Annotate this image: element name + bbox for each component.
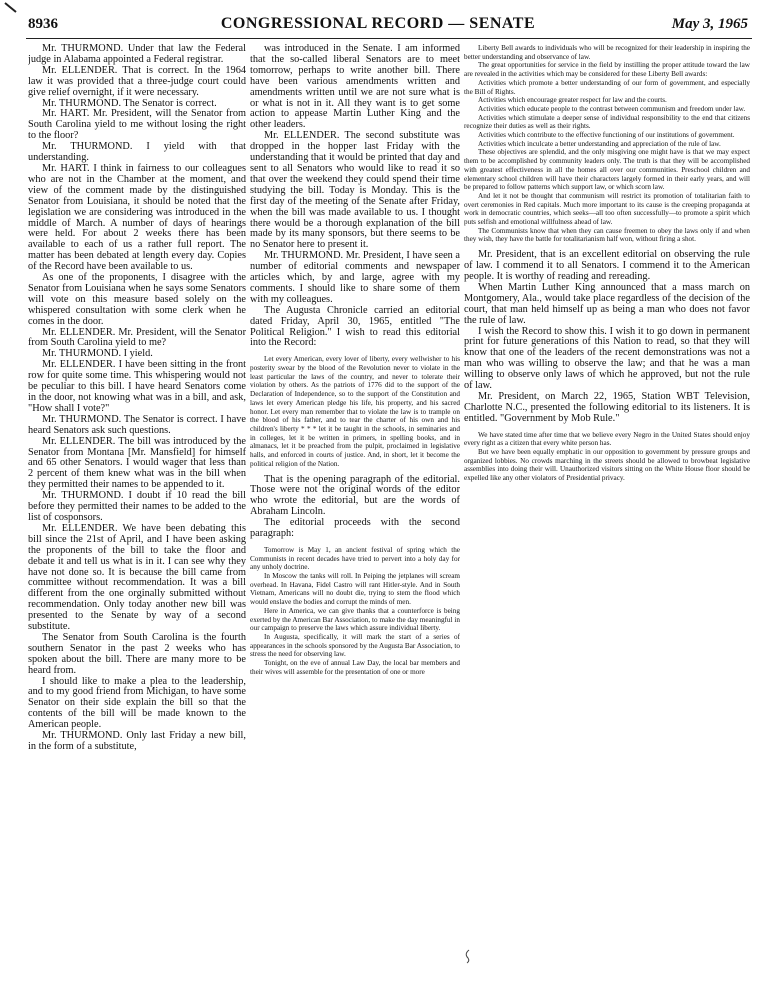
paragraph: Mr. THURMOND. I yield with that understanding. — [28, 141, 246, 164]
stray-mark-icon — [462, 948, 472, 964]
col2-text-a — [250, 44, 460, 349]
paragraph: Mr. ELLENDER. The second substitute was dropped in the hopper last Friday with the understanding that it would be printed that day and sent to all Senators who would like to read it so that over the weekend they could spend their time studying the bill. Today is Monday. This is the first day of the meeting of the Senate after Friday, when the bill was made available to us. I thought there would be a thorough explanation of the bill made by its many sponsors, but there seems to be no Senator here to present it. — [250, 130, 460, 251]
quoted-paragraph: Activities which inculcate a better understanding and appreciation of the rule of law. — [478, 139, 721, 148]
paragraph: Mr. ELLENDER. I have been sitting in the front row for quite some time. This whispering would not be peculiar to this bill. I have heard Senators come in the door, not knowing what was in a bill, and ask, "How shall I vote?" — [28, 359, 246, 414]
paragraph: That is the opening paragraph of the editorial. Those were not the original words of the editor who wrote the editorial, but are the words of Abraham Lincoln. — [250, 473, 460, 518]
page-header — [8, 12, 748, 38]
paragraph: Mr. ELLENDER. Mr. President, will the Senator from South Carolina yield to me? — [28, 326, 246, 349]
quoted-paragraph: These objectives are splendid, and the only misgiving one might have is that we may expect them to be accomplished by community leaders only. The truth is that they will be accomplished with greatest effectiveness in all the homes all over our communities. Preschool children and elementary school children will have their characters largely formed in their early years, and will be prepared to follow patterns which support law, or which scorn law. — [464, 148, 750, 192]
quoted-paragraph: In Augusta, specifically, it will mark the start of a series of appearances in the schools sponsored by the Augusta Bar Association, to stress the need for observing law. — [250, 632, 460, 659]
quoted-paragraph: Activities which educate people to the contrast between communism and freedom under law. — [478, 104, 746, 113]
paragraph: Mr. ELLENDER. The bill was introduced by the Senator from Montana [Mr. Mansfield] for himself and 65 other Senators. I would wager that less than 2 percent of them knew what was in the bill when they permitted their names to be appended to it. — [28, 435, 246, 491]
quoted-paragraph: In Moscow the tanks will roll. In Peiping the jetplanes will scream overhead. In Havana, Fidel Castro will rant Hitler-style. And in South Vietnam, Americans will no doubt die, trying to stem the flood which would enslave the bodies and corrupt the minds of men. — [250, 572, 460, 607]
quoted-paragraph: Let every American, every lover of liberty, every wellwisher to his posterity swear by the blood of the Revolution never to violate in the least particular the laws of the country, and never to tolerate their violation by others. As the patriots of 1776 did to the support of the Declaration of Independence, so to the support of the Constitution and laws let every American pledge his life, his property, and his sacred honor. Let every man remember that to violate the law is to trample on the blood of his father, and to tear the charter of his own and his children's liberty * * * let it be taught in the schools, in seminaries and in colleges, let it be written in primers, in spelling books, and in almanacs, let it be preached from the pulpit, proclaimed in legislative halls, and enforced in courts of justice. And, in short, let it become the political religion of the Nation. — [250, 355, 460, 468]
paragraph: Mr. President, that is an excellent editorial on observing the rule of law. I commend it to all Senators. I commend it to the American people. It is worthy of reading and rereading. — [464, 249, 750, 282]
column-left — [28, 44, 246, 986]
editorial-quote-1 — [250, 355, 460, 468]
paragraph: Mr. THURMOND. I doubt if 10 read the bill before they permitted their names to be added to the list of cosponsors. — [28, 490, 246, 523]
col3-text-b — [464, 250, 750, 425]
paragraph: Mr. THURMOND. Under that law the Federal judge in Alabama appointed a Federal registrar. — [28, 44, 246, 65]
paragraph: As one of the proponents, I disagree with the Senator from Louisiana when he says some Senators will vote on this measure based solely on the whispered consultation with some clerk when he comes in the door. — [28, 272, 246, 327]
paragraph: was introduced in the Senate. I am informed that the so-called liberal Senators are to meet tomorrow, perhaps to write another bill. There have been various amendments written and amendments written until we are not sure what is or what is not in it. All they want is to get some action to appease Martin Luther King and the other leaders. — [250, 44, 460, 131]
quoted-paragraph: But we have been equally emphatic in our opposition to government by pressure groups and organized lobbies. No crowds marching in the streets should be allowed to browbeat legislative assemblies into doing their will. Unauthorized visitors sitting on the White House floor should be expelled like any other violators of Presidential privacy. — [464, 448, 750, 483]
column-middle — [250, 44, 460, 986]
quoted-paragraph: Activities which contribute to the effective functioning of our institutions of government. — [478, 131, 735, 140]
column-right — [464, 44, 750, 986]
quoted-paragraph: Tonight, on the eve of annual Law Day, the local bar members and their wives will assemble for the presentation of one or more — [250, 659, 460, 676]
paragraph: Mr. ELLENDER. We have been debating this bill since the 21st of April, and I have been asking the proponents of the bill to take the floor and debate it and tell us what is in it. I can see why they have not done so. It is because the bill came from committee without recommendation. It was a bill different from the one orginally submitted without recommendation. Only today another new bill was presented to the Senate by way of a second substitute. — [28, 522, 246, 633]
paragraph: The editorial proceeds with the second paragraph: — [250, 517, 460, 540]
quoted-paragraph: Tomorrow is May 1, an ancient festival of spring which the Communists in recent decades have tried to pervert into a holy day for any unholy doctrine. — [250, 545, 460, 572]
quoted-paragraph: We have stated time after time that we believe every Negro in the United States should enjoy every right as a citizen that every white person has. — [464, 430, 750, 448]
quoted-paragraph: Activities which stimulate a deeper sense of individual responsibility to the end that citizens recognize their duties as well as their rights. — [464, 113, 750, 131]
paragraph: Mr. President, on March 22, 1965, Station WBT Television, Charlotte N.C., presented the following editorial to its listeners. It is entitled. "Government by Mob Rule." — [464, 390, 750, 424]
publication-title: CONGRESSIONAL RECORD — SENATE — [220, 15, 536, 32]
paragraph: I wish the Record to show this. I wish it to go down in permanent print for future generations of this Nation to read, so that they will know that one of the leaders of the recent demonstrations was not a man who was willing to observe the law; and that he was a man willing to observe only laws of which he approved, but not the rule of law. — [464, 325, 750, 392]
paragraph: When Martin Luther King announced that a mass march on Montgomery, Ala., would take place regardless of the decision of the court, that man held himself up as being a man who does not favor the rule of law. — [464, 281, 750, 326]
paragraph: Mr. THURMOND. The Senator is correct. — [42, 97, 217, 109]
paragraph: Mr. HART. Mr. President, will the Senator from South Carolina yield to me without losing the right to the floor? — [28, 108, 246, 142]
quoted-paragraph: Activities which promote a better understanding of our form of government, and especially the Bill of Rights. — [464, 78, 750, 96]
paragraph: The Senator from South Carolina is the fourth southern Senator in the past 2 weeks who has spoken about the bill. There are many more to be heard from. — [28, 631, 246, 676]
paragraph: Mr. THURMOND. Mr. President, I have seen a number of editorial comments and newspaper articles which, by and large, agree with my comments. I should like to share some of them with my colleagues. — [250, 250, 460, 305]
quoted-paragraph: And let it not be thought that communism will restrict its promotion of totalitarian faith to overt ceremonies in Red capitals. Much more important to its cause is the creeping propaganda at work in democratic countries, which seeks—all too often successfully—to promote a spirit which puts selfish and emotional willfulness ahead of law. — [464, 191, 750, 227]
quoted-paragraph: The Communists know that when they can cause freemen to obey the laws only if and when they wish, they have the battle for totalitarianism half won, without firing a shot. — [464, 226, 750, 244]
quoted-paragraph: Activities which encourage greater respect for law and the courts. — [478, 96, 667, 105]
paragraph: I should like to make a plea to the leadership, and to my good friend from Michigan, to have some Senator on their side explain the bill so that the contents of the bill will be made known to the American people. — [28, 675, 246, 731]
paragraph: Mr. THURMOND. I yield. — [42, 348, 153, 360]
quoted-paragraph: Here in America, we can give thanks that a counterforce is being exerted by the American Bar Association, to make the day meaningful in our campaign to preserve the laws which assure individual liberty. — [250, 606, 460, 633]
editorial-quote-3 — [464, 44, 750, 244]
paragraph: Mr. ELLENDER. That is correct. In the 1964 law it was provided that a three-judge court could give relief overnight, if it were necessary. — [28, 64, 246, 98]
col1-text — [28, 44, 246, 753]
header-rule — [26, 38, 752, 39]
paragraph: Mr. HART. I think in fairness to our colleagues who are not in the Chamber at the moment, and view of the comment made by the distinguished Senator from Louisiana, it should be noted that the legislation we are considering was introduced in the middle of March. A number of days of hearings were held. For about 2 weeks there has been available to each of us a rather full report. The matter has been debated at length every day. Copies of the Record have been available to us. — [28, 162, 246, 273]
quoted-paragraph: The great opportunities for service in the field by instilling the proper attitude toward the law are revealed in the activities which may be considered for these Liberty Bell awards: — [464, 61, 750, 79]
quoted-paragraph: Liberty Bell awards to individuals who will be recognized for their leadership in inspiring the better understanding and observance of law. — [464, 44, 750, 61]
col2-text-c — [250, 475, 460, 540]
paragraph: The Augusta Chronicle carried an editorial dated Friday, April 30, 1965, entitled "The Political Religion." I wish to read this editorial into the Record: — [250, 304, 460, 349]
page-date: May 3, 1965 — [671, 16, 748, 32]
editorial-quote-2 — [250, 546, 460, 677]
paragraph: Mr. THURMOND. Only last Friday a new bill, in the form of a substitute, — [28, 730, 246, 752]
paragraph: Mr. THURMOND. The Senator is correct. I have heard Senators ask such questions. — [28, 413, 246, 436]
editorial-quote-4 — [464, 431, 750, 483]
page-number: 8936 — [28, 16, 58, 32]
